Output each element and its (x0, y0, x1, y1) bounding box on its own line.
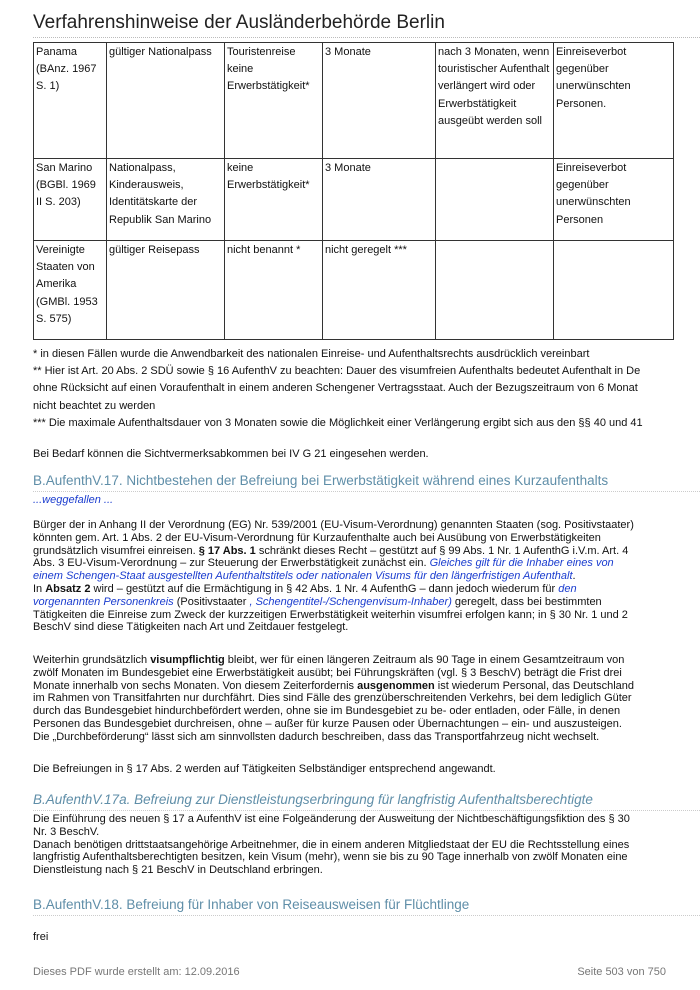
footnote-1: * in diesen Fällen wurde die Anwendbarkeit des nationalen Einreise- und Aufenthaltsrechts ausdrücklich vereinbart (33, 348, 590, 360)
section-17a-paragraph (33, 813, 667, 877)
text-line (33, 596, 667, 609)
table-row (34, 159, 674, 241)
italic-run: vorgenannten Personenkreis (33, 595, 174, 608)
note-paragraph: Bei Bedarf können die Sichtvermerksabkommen bei IV G 21 eingesehen werden. (33, 448, 429, 460)
table-cell (554, 241, 674, 340)
text-run: bleibt, wer für einen längeren Zeitraum als 90 Tage in einem Gesamtzeitraum von (224, 654, 625, 666)
italic-run: einem Schengen-Staat ausgestellten Aufenthaltstitels oder nationalen Visums für den längerfristigen Aufenthalt (33, 570, 573, 583)
table-cell: Nationalpass, Kinderausweis, Identitätskarte der Republik San Marino (107, 159, 225, 241)
table-cell: Einreiseverbot gegenüber unerwünschten Personen (554, 159, 674, 241)
text-run: geregelt, dass bei bestimmten (451, 595, 602, 608)
text-line: Dienstleistung nach § 21 BeschV in Deutschland erbringen. (33, 864, 323, 877)
text-line: zwölf Monaten im Bundesgebiet eine Erwerbstätigkeit ausübt; bei Führungskräften (vgl. § 3 BeschV) beträgt die Frist drei (33, 666, 622, 679)
text-line: Bürger der in Anhang II der Verordnung (EG) Nr. 539/2001 (EU-Visum-Verordnung) genannten Staaten (sog. Positivstaater) (33, 519, 634, 531)
bold-run: Absatz 2 (45, 582, 91, 595)
italic-run: den (558, 582, 577, 595)
text-line: durch das Bundesgebiet hindurchbefördert werden, ohne sie im Bundesgebiet zu be- oder entladen, oder Fälle, in denen (33, 705, 621, 718)
text-line: Nr. 3 BeschV. (33, 825, 100, 838)
bold-run: § 17 Abs. 1 (198, 544, 256, 557)
table-cell: Panama (BAnz. 1967 S. 1) (34, 43, 107, 159)
text-run: (Positivstaater (173, 595, 250, 608)
footnote-2-line: ohne Rücksicht auf einen Voraufenthalt in einem anderen Schengener Vertragsstaat. Auch der Bezugszeitraum von 6 Monat (33, 382, 638, 394)
text-line: Personen das Bundesgebiet durchreisen, ohne – außer für kurze Pausen oder Übernachtungen – ein- und auszusteigen. (33, 717, 622, 730)
table-cell: nicht geregelt *** (323, 241, 436, 340)
footnote-2-line: ** Hier ist Art. 20 Abs. 2 SDÜ sowie § 16 AufenthV zu beachten: Dauer des visumfreien Aufenthalts bedeutet Aufenthalt in De (33, 365, 641, 377)
table-cell: keine Erwerbstätigkeit* (225, 159, 323, 241)
section-heading-18: B.AufenthV.18. Befreiung für Inhaber von Reiseausweisen für Flüchtlinge (33, 897, 470, 912)
text-run: Weiterhin grundsätzlich (33, 654, 151, 666)
text-line: im Rahmen von Transitfahrten nur durchfährt. Dies sind Fälle des grenzüberschreitenden Verkehrs, bei dem lediglich Güter (33, 692, 632, 705)
bold-run: ausgenommen (357, 679, 435, 692)
table-cell: nach 3 Monaten, wenn touristischer Aufenthalt verlängert wird oder Erwerbstätigkeit ausgeübt werden soll (436, 43, 554, 159)
table-cell: 3 Monate (323, 43, 436, 159)
section-divider (33, 810, 700, 811)
text-run: Abs. 3 EU-Visum-Verordnung – zur Steuerung der Erwerbstätigkeit zunächst ein. (33, 557, 430, 570)
section-18-text: frei (33, 931, 49, 943)
section-divider (33, 491, 700, 492)
text-line: BeschV sind diese Tätigkeiten nach Art und Zeitdauer festgelegt. (33, 621, 349, 634)
footer-page-number: Seite 503 von 750 (577, 966, 666, 978)
text-line (33, 583, 667, 596)
removed-note: ...weggefallen ... (33, 494, 114, 506)
section-heading-17a: B.AufenthV.17a. Befreiung zur Dienstleistungserbringung für langfristig Aufenthaltsberechtigte (33, 792, 593, 807)
table-cell (436, 159, 554, 241)
text-run: ist wiederum Personal, das Deutschland (434, 679, 635, 692)
text-line (33, 557, 667, 570)
text-line (33, 680, 667, 693)
text-run: In (33, 582, 46, 595)
text-line: Die „Durchbeförderung“ lässt sich am sinnvollsten dadurch beschreiben, dass das Transportfahrzeug nicht wechselt. (33, 730, 600, 743)
text-run: . (572, 570, 576, 583)
italic-run: , Schengentitel-/Schengenvisum-Inhaber) (249, 595, 452, 608)
bold-run: visumpflichtig (150, 654, 225, 666)
footer-created-date: Dieses PDF wurde erstellt am: 12.09.2016 (33, 966, 240, 978)
table-cell: gültiger Nationalpass (107, 43, 225, 159)
visa-agreements-table (33, 42, 674, 340)
table-cell: nicht benannt * (225, 241, 323, 340)
text-run: Monate innerhalb von sechs Monaten. Von diesem Zeiterfordernis (33, 679, 358, 692)
section-divider (33, 915, 700, 916)
section-17-paragraph-2 (33, 654, 667, 744)
table-cell (436, 241, 554, 340)
header-divider (33, 37, 700, 38)
text-line: Tätigkeiten die Einreise zum Zweck der kurzzeitigen Erwerbstätigkeit weiterhin visumfrei erfolgen kann; in § 30 Nr. 1 und 2 (33, 608, 628, 621)
table-row (34, 43, 674, 159)
section-17-paragraph-3: Die Befreiungen in § 17 Abs. 2 werden auf Tätigkeiten Selbständiger entsprechend angewandt. (33, 763, 496, 775)
table-cell: San Marino (BGBl. 1969 II S. 203) (34, 159, 107, 241)
table-cell: 3 Monate (323, 159, 436, 241)
table-cell: Touristenreise keine Erwerbstätigkeit* (225, 43, 323, 159)
text-line: langfristig Aufenthaltsberechtigten besitzen, kein Visum (mehr), wenn sie bis zu 90 Tage innerhalb von zwölf Monaten eine (33, 851, 628, 864)
table-row (34, 241, 674, 340)
page-header-title: Verfahrenshinweise der Ausländerbehörde Berlin (33, 12, 445, 33)
footnote-2-line: nicht beachtet zu werden (33, 400, 156, 412)
text-run: schränkt dieses Recht – gestützt auf § 99 Abs. 1 Nr. 1 AufenthG i.V.m. Art. 4 (255, 544, 629, 557)
section-17-paragraph-1 (33, 519, 667, 634)
text-line: Danach benötigen drittstaatsangehörige Arbeitnehmer, die in einem anderen Mitgliedstaat der EU die Rechtsstellung eines (33, 838, 630, 851)
text-run: wird – gestützt auf die Ermächtigung in § 42 Abs. 1 Nr. 4 AufenthG – dann jedoch wiederum für (90, 582, 559, 595)
table-cell: Vereinigte Staaten von Amerika (GMBl. 1953 S. 575) (34, 241, 107, 340)
text-line (33, 545, 667, 558)
text-line (33, 570, 667, 583)
section-heading-17: B.AufenthV.17. Nichtbestehen der Befreiung bei Erwerbstätigkeit während eines Kurzaufenthalts (33, 473, 609, 488)
text-line (33, 654, 667, 667)
footnote-3: *** Die maximale Aufenthaltsdauer von 3 Monaten sowie die Möglichkeit einer Verlängerung ergibt sich aus den §§ 40 und 41 (33, 417, 643, 429)
table-cell: gültiger Reisepass (107, 241, 225, 340)
text-line: könnten gem. Art. 1 Abs. 2 der EU-Visum-Verordnung für Kurzaufenthalte auch bei Ausübung von Erwerbstätigkeiten (33, 531, 601, 544)
text-line: Die Einführung des neuen § 17 a AufenthV ist eine Folgeänderung der Ausweitung der Nichtbeschäftigungsfiktion des § 30 (33, 813, 630, 825)
italic-run: Gleiches gilt für die Inhaber eines von (429, 557, 614, 570)
table-cell: Einreiseverbot gegenüber unerwünschten Personen. (554, 43, 674, 159)
text-run: grundsätzlich visumfrei einreisen. (33, 544, 199, 557)
